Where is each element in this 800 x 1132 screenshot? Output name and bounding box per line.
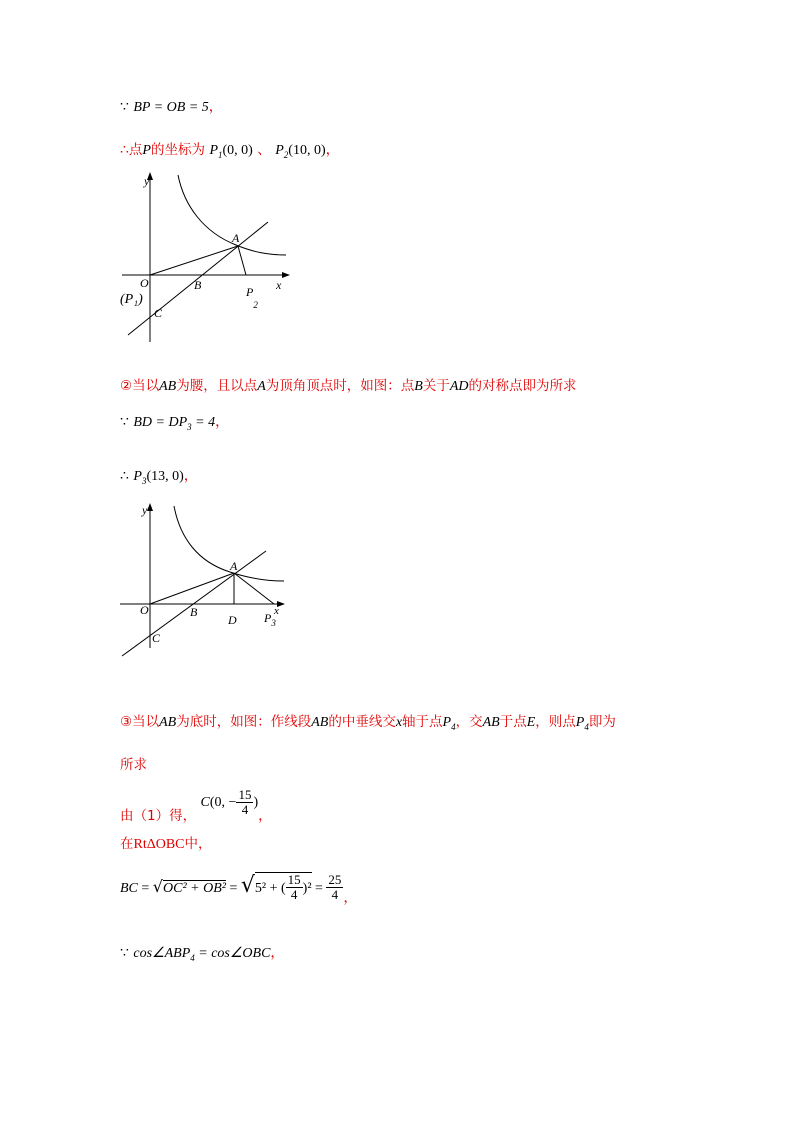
p2-coord [275, 143, 325, 158]
var-ab: AB [311, 715, 329, 730]
text: 为腰，且以点 [176, 378, 258, 394]
rt-triangle: RtΔOBC [133, 837, 185, 852]
fraction [236, 788, 253, 818]
y-arrow [147, 503, 153, 511]
label-o: O [140, 276, 149, 290]
equals: = [137, 880, 153, 896]
equation-rest: = cos∠OBC [194, 946, 271, 961]
label-c: C [154, 306, 163, 320]
equation: BD = DP [133, 415, 188, 430]
subscript: 1 [218, 149, 223, 160]
line-bc-calc [120, 872, 358, 906]
var-ab: AB [482, 715, 500, 730]
text: 关于 [422, 378, 450, 394]
label-p2-letter: P [246, 285, 254, 299]
var-ad: AD [449, 379, 469, 394]
equation: BP = OB = 5 [133, 100, 209, 115]
coord: (13, 0) [146, 469, 184, 484]
text: ，交 [455, 714, 483, 730]
subscript: 4 [451, 721, 456, 732]
sqrt-content-2 [255, 872, 312, 903]
text: 由（1）得， [120, 808, 197, 825]
line-bp-ob [120, 100, 223, 115]
equals: = [225, 880, 241, 896]
because-symbol: ∵ [120, 414, 129, 430]
subscript: 4 [584, 721, 589, 732]
segment-ap3 [234, 573, 274, 604]
sqrt-part: 5² + ( [254, 880, 286, 896]
label-y: y [142, 503, 148, 517]
var-b: B [414, 379, 423, 394]
line-p3 [120, 469, 198, 486]
numerator: 25 [328, 872, 342, 887]
figure-1-graph [118, 170, 298, 345]
segment-oa [150, 573, 234, 604]
sqrt-symbol: √ [152, 876, 163, 896]
var-p: P [142, 143, 151, 158]
label-p1: (P₁) [120, 292, 143, 307]
sqrt-content: OC² + OB² [163, 880, 226, 896]
text: 的中垂线交 [328, 714, 396, 730]
comma: ， [208, 99, 223, 115]
c-coord-expr [200, 787, 259, 818]
sqrt-symbol: √ [240, 872, 255, 898]
text: 所求 [120, 757, 147, 773]
label-x: x [274, 605, 279, 617]
because-symbol: ∵ [120, 945, 129, 961]
label-x: x [276, 278, 282, 292]
comma: ， [270, 945, 285, 961]
therefore-symbol: ∴ [120, 142, 129, 158]
var-a: A [257, 379, 266, 394]
subscript: 4 [190, 952, 195, 963]
label-a: A [230, 559, 238, 573]
line-rt-obc [120, 837, 212, 852]
text: 为底时，如图：作线段 [176, 714, 312, 730]
label-p2-sub: 2 [253, 300, 258, 310]
equation-rest: = 4 [191, 415, 216, 430]
p1-coord [209, 143, 252, 158]
text: 点 [128, 142, 143, 158]
var-bc: BC [120, 880, 138, 896]
var-x: x [395, 715, 403, 730]
text: ②当以 [120, 378, 160, 394]
because-symbol: ∵ [120, 99, 129, 115]
denominator: 4 [290, 887, 298, 903]
result-fraction [326, 873, 343, 903]
var-p: P [209, 143, 218, 158]
text: 的对称点即为所求 [468, 378, 577, 394]
segment-ap2 [238, 246, 246, 275]
text: 在 [120, 836, 134, 852]
hyperbola-curve [174, 506, 284, 581]
comma: ， [343, 889, 358, 906]
line-case-3-cont [120, 758, 147, 773]
line-case-2 [120, 379, 577, 394]
text: 的坐标为 [150, 142, 205, 158]
numerator: 15 [287, 872, 301, 887]
line-cos [120, 946, 284, 963]
line-bd-dp3 [120, 415, 229, 432]
subscript: 3 [141, 475, 147, 486]
numerator: 15 [238, 787, 252, 802]
label-o: O [140, 603, 149, 617]
var-p: P [133, 469, 142, 484]
line-case-3 [120, 715, 616, 732]
text: 于点 [499, 714, 527, 730]
figure-2-graph [118, 498, 298, 668]
label-p2 [245, 285, 258, 310]
comma: ， [183, 468, 198, 484]
coord-open: (0, − [209, 795, 237, 811]
text: 为顶角顶点时，如图：点 [265, 378, 415, 394]
var-ab: AB [159, 379, 177, 394]
label-a: A [232, 231, 240, 245]
text: 轴于点 [402, 714, 443, 730]
var-c: C [200, 795, 210, 811]
subscript: 2 [283, 149, 289, 160]
label-b: B [194, 278, 202, 292]
var-e: E [526, 715, 536, 730]
var-p: P [442, 715, 452, 730]
var-ab: AB [159, 715, 177, 730]
comma: ， [215, 414, 230, 430]
subscript: 3 [187, 421, 192, 432]
sqrt-part: )² [302, 880, 312, 896]
label-c: C [152, 631, 161, 645]
text: ，则点 [535, 714, 576, 730]
text: 中， [184, 836, 212, 852]
comma: ， [258, 808, 273, 825]
equals: = [311, 880, 327, 896]
label-y: y [144, 174, 150, 188]
coord: (0, 0) [222, 143, 253, 158]
var-p: P [275, 143, 284, 158]
denominator: 4 [241, 802, 249, 818]
denominator: 4 [331, 887, 339, 903]
x-arrow [282, 272, 290, 278]
label-p3-sub: 3 [271, 618, 276, 628]
var-p: P [575, 715, 585, 730]
segment-oa [150, 246, 238, 275]
coord-close: ) [253, 795, 259, 811]
therefore-symbol: ∴ [120, 468, 129, 484]
line-p-coords [120, 143, 340, 160]
label-p3-letter: P [264, 611, 272, 625]
fraction [286, 873, 303, 903]
label-b: B [190, 605, 198, 619]
coord: (10, 0) [288, 143, 326, 158]
line-c-coord [120, 787, 273, 825]
equation: cos∠ABP [133, 946, 191, 961]
text: ③当以 [120, 714, 160, 730]
label-d: D [228, 613, 237, 627]
comma: ， [325, 142, 340, 158]
separator: 、 [257, 142, 271, 158]
text: 即为 [588, 714, 616, 730]
